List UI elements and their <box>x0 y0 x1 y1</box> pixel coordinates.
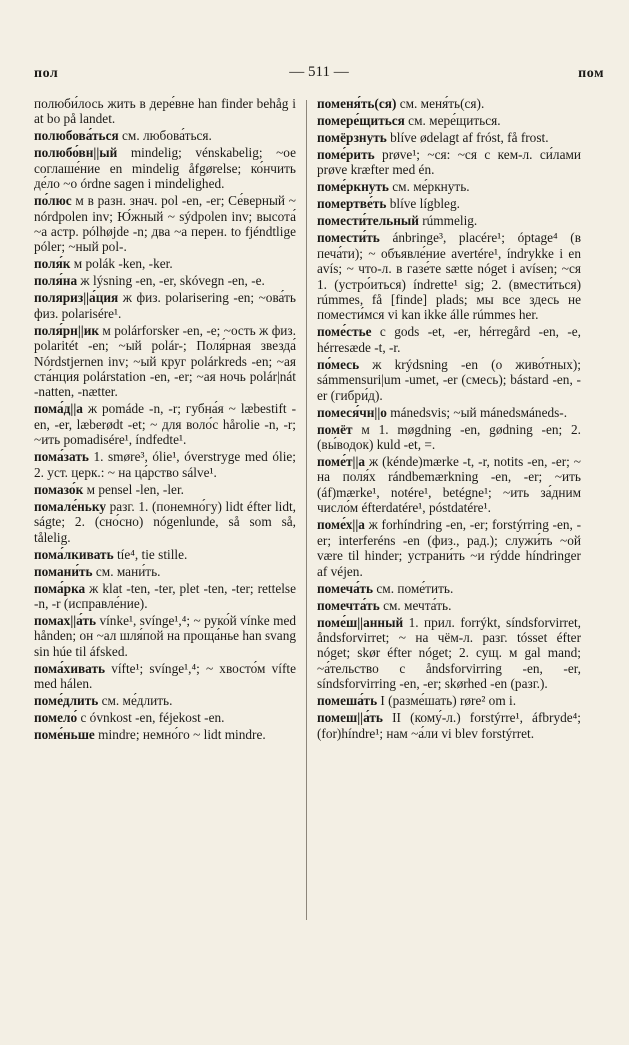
entry-definition: см. мере́щиться. <box>404 113 501 128</box>
dictionary-entry <box>34 613 296 659</box>
entry-headword: помеся́чн||о <box>317 404 387 420</box>
entry-headword: помело́ <box>34 710 78 726</box>
dictionary-entry <box>34 401 296 447</box>
dictionary-entry <box>34 193 296 255</box>
entry-definition: blíve ødelagt af fróst, få frost. <box>386 130 549 145</box>
dictionary-entry <box>34 482 296 497</box>
entry-headword: помеш||а́ть <box>317 710 383 726</box>
entry-headword: помёт <box>317 421 353 437</box>
entry-definition: ж pomáde -n, -r; губна́я ~ læbestift -en, -er, læberødt -et; ~ для воло́с hårolie -n, -r; ~ить pomadisére¹, índfedte¹. <box>34 401 296 448</box>
dictionary-entry <box>34 547 296 562</box>
entry-definition: ж физ. polarisering -en; ~ова́ть физ. polarisére¹. <box>34 290 296 321</box>
dictionary-entry <box>34 96 296 127</box>
dictionary-entry <box>317 422 581 453</box>
entry-definition: м 1. møgdning -en, gødning -en; 2. (вы́водок) kuld -et, =. <box>317 421 581 453</box>
entry-definition: с gods -et, -er, hérregård -en, -e, hérresæde -t, -r. <box>317 324 581 355</box>
column-divider <box>306 100 307 920</box>
entry-definition: м в разн. знач. pol -en, -er; Се́верный ~ nórdpolen inv; Ю́жный ~ sýdpolen inv; высота́ ~а астр. pólhøjde -n; два ~а перен. to fjéndtlige póler; ~ный pol-. <box>34 193 296 255</box>
dictionary-entry <box>34 449 296 480</box>
entry-headword: пома́д||а <box>34 401 83 417</box>
entry-headword: поля́на <box>34 273 78 289</box>
dictionary-entry <box>317 230 581 322</box>
entry-headword: помечта́ть <box>317 597 380 613</box>
entry-definition: ж forhíndring -en, -er; forstýrring -en, -er; interferéns -en (физ., рад.); служи́ть ~ой være til hinder; устрани́ть ~и rýdde híndringer af véjen. <box>317 517 581 579</box>
entry-headword: поме́ш||анный <box>317 614 404 630</box>
entry-definition: rúmmelig. <box>418 213 478 229</box>
dictionary-entry <box>34 727 296 742</box>
entry-headword: пома́зать <box>34 449 89 465</box>
entry-headword: по́люс <box>34 193 72 209</box>
entry-headword: помёрзнуть <box>317 130 387 145</box>
dictionary-entry <box>317 213 581 228</box>
entry-definition: vífte¹; svínge¹,⁴; ~ хвосто́м vífte med hálen. <box>34 660 296 692</box>
dictionary-entry <box>317 147 581 178</box>
entry-definition: м pensel -len, -ler. <box>83 481 184 497</box>
entry-headword: помах||а́ть <box>34 612 97 628</box>
entry-definition: mindre; немно́го ~ lidt mindre. <box>94 727 266 743</box>
dictionary-entry <box>34 499 296 545</box>
entry-definition: см. любова́ться. <box>118 128 212 144</box>
entry-definition: полюби́лось жить в дере́вне han finder behåg i at bo på landet. <box>34 96 296 127</box>
entry-headword: поме́ньше <box>34 727 95 743</box>
entry-headword: помале́ньку <box>34 498 106 514</box>
entry-headword: помеча́ть <box>317 580 374 596</box>
entry-definition: см. ме́ркнуть. <box>388 179 470 195</box>
entry-definition: см. мани́ть. <box>92 563 161 579</box>
entry-headword: поме́стье <box>317 324 372 340</box>
entry-headword: пома́хивать <box>34 660 106 676</box>
entry-headword: помазо́к <box>34 481 84 497</box>
entry-headword: помертве́ть <box>317 196 387 212</box>
entry-definition: II (кому́-л.) forstýrre¹, áfbryde⁴; (for)híndre¹; нам ~а́ли vi blev forstýrret. <box>317 710 581 741</box>
entry-definition: mánedsvis; ~ый mánedsмánеds-. <box>386 404 568 420</box>
entry-definition: 1. прил. forrýkt, síndsforvirret, åndsforvirret; ~ на чём-л. разг. tósset éfter nóget; skør éfter nóget; 2. сущ. м gal mand; ~а́тельство с åndsforvirring -en, -er, síndsforvirring -en, -er; skørhed -en (разг.). <box>317 614 581 692</box>
dictionary-entry <box>317 196 581 211</box>
dictionary-entry <box>34 581 296 612</box>
entry-definition: ánbringe³, placére¹; óptage⁴ (в печа́ти); ~ объявле́ние avertére¹, índrykke i en avís; ~ что-л. в газе́те sætte nóget i avísen; ~ся 1. (устро́иться) índrette¹ sig; 2. (вмести́ться) rúmmes, få [finde] plads; мы все здесь не помести́мся vi kan ikke álle rúmmes her. <box>317 230 581 323</box>
entry-headword: помеша́ть <box>317 693 378 709</box>
dictionary-entry <box>34 273 296 288</box>
entry-definition: mindelig; vénskabelig; ~ое соглаше́ние en mindelig åfgørelse; ко́нчить де́ло ~о órdne sagen i mindelighed. <box>34 145 296 192</box>
page-header <box>34 64 604 88</box>
header-left-guideword: пол <box>34 66 59 81</box>
entry-headword: помани́ть <box>34 563 93 579</box>
entry-definition: vínke¹, svínge¹,⁴; ~ руко́й vínke med hånden; он ~ал шля́пой на проща́нье han svang sin húe til áfsked. <box>34 612 296 659</box>
entry-definition: ж (kénde)mærke -t, -r, notits -en, -er; ~ на поля́х rándbemærkning -en, -er; ~ить (áf)mærke¹, notére¹, betégne¹; ~ить за́дним число́м éfterdatére¹, póstdatére¹. <box>317 454 581 516</box>
entry-definition: разг. 1. (понемно́гу) lidt éfter lidt, ságte; 2. (сно́сно) nógenlunde, så som så, tålelig. <box>34 498 296 545</box>
entry-headword: пома́рка <box>34 580 86 596</box>
dictionary-entry <box>317 517 581 579</box>
dictionary-entry <box>317 179 581 194</box>
entry-headword: поля́к <box>34 256 71 272</box>
entry-definition: см. мечта́ть. <box>379 597 452 613</box>
entry-definition: ж klat -ten, -ter, plet -ten, -ter; rettelse -n, -r (исправле́ние). <box>34 580 296 611</box>
entry-headword: полюбо́вн||ый <box>34 145 118 161</box>
dictionary-entry <box>317 454 581 516</box>
dictionary-entry <box>317 615 581 692</box>
entry-definition: 1. smøre³, ólie¹, óverstryge med ólie; 2. уст. церк.: ~ на ца́рство sálve¹. <box>34 449 296 480</box>
dictionary-entry <box>34 128 296 143</box>
entry-definition: ж krýdsning -en (о живо́тных); sámmensuri|um -umet, -er (смесь); bástard -en, -er (гибри́д). <box>317 356 581 403</box>
dictionary-entry <box>317 581 581 596</box>
dictionary-entry <box>34 256 296 271</box>
entry-headword: поме́рить <box>317 147 375 162</box>
entry-definition: blíve lígbleg. <box>386 196 460 212</box>
entry-headword: пома́лкивать <box>34 546 114 562</box>
entry-definition: с óvnkost -en, féjekost -en. <box>77 710 225 726</box>
entry-headword: поме́х||а <box>317 517 365 533</box>
entry-definition: см. поме́тить. <box>373 580 454 596</box>
entry-definition: м polák -ken, -ker. <box>70 256 173 272</box>
entry-definition: см. меня́ть(ся). <box>396 96 485 111</box>
dictionary-entry <box>317 113 581 128</box>
entry-headword: полюбова́ться <box>34 128 119 144</box>
dictionary-entry <box>34 145 296 191</box>
entry-definition: prøve¹; ~ся: ~ся с кем-л. си́лами prøve kræfter med én. <box>317 147 581 178</box>
dictionary-entry <box>34 710 296 725</box>
dictionary-entry <box>317 598 581 613</box>
entry-definition: ж lýsning -en, -er, skóvegn -en, -e. <box>77 273 265 289</box>
entry-headword: помере́щиться <box>317 113 405 128</box>
dictionary-entry <box>34 661 296 692</box>
entry-definition: см. ме́длить. <box>98 693 173 709</box>
dictionary-entry <box>317 357 581 403</box>
dictionary-entry <box>34 323 296 400</box>
entry-headword: поме́ркнуть <box>317 179 389 195</box>
dictionary-entry <box>317 130 581 145</box>
entry-headword: поля́рн||ик <box>34 322 100 338</box>
page-number: — 511 — <box>289 64 349 80</box>
entry-headword: по́месь <box>317 356 360 372</box>
dictionary-entry <box>34 290 296 321</box>
entry-headword: поляриз||а́ция <box>34 290 119 306</box>
dictionary-entry <box>317 96 581 111</box>
entry-definition: I (разме́шать) røre² om i. <box>377 693 517 709</box>
left-column <box>34 96 296 744</box>
entry-definition: м polárforsker -en, -e; ~ость ж физ. polaritét -en; ~ый polár-; Поля́рная звезда́ Nórdstjernen inv; ~ый круг polárkreds -en; ~ая ста́нция polárstation -en, -er; ~ая ночь polár|nát -natten, -nætter. <box>34 322 296 400</box>
dictionary-entry <box>317 693 581 708</box>
entry-headword: помести́ть <box>317 230 380 246</box>
entry-headword: помести́тельный <box>317 213 419 229</box>
entry-headword: поменя́ть(ся) <box>317 96 397 111</box>
dictionary-entry <box>317 324 581 355</box>
right-column <box>317 96 581 743</box>
dictionary-entry <box>34 693 296 708</box>
header-right-guideword: пом <box>578 66 604 81</box>
entry-headword: поме́длить <box>34 693 99 709</box>
entry-definition: tíe⁴, tie stille. <box>113 546 188 562</box>
dictionary-entry <box>317 405 581 420</box>
dictionary-entry <box>317 710 581 741</box>
entry-headword: поме́т||а <box>317 454 366 470</box>
dictionary-entry <box>34 564 296 579</box>
